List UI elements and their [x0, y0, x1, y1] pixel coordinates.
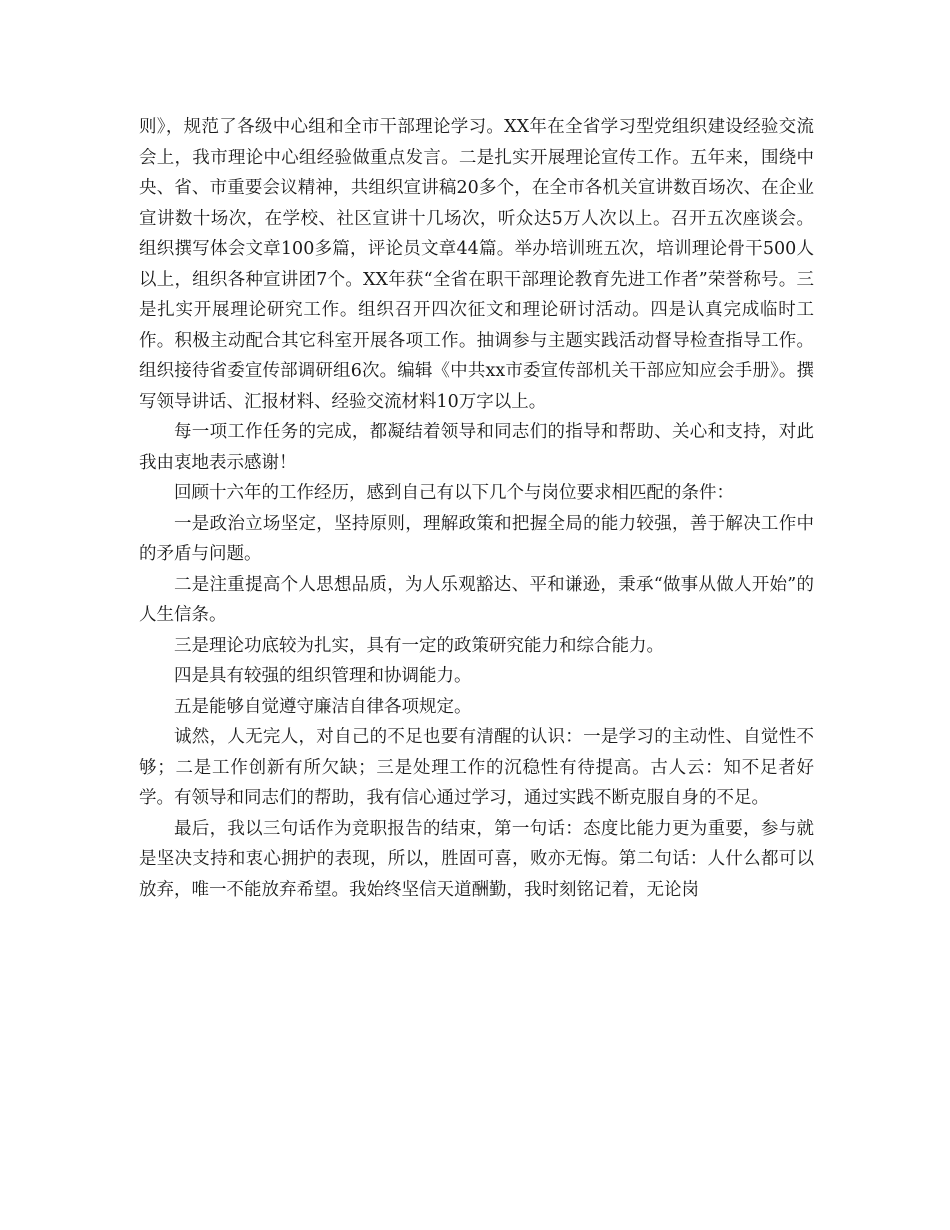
paragraph-qualification-5: 五是能够自觉遵守廉洁自律各项规定。 — [174, 696, 472, 717]
paragraph-conclusion: 最后，我以三句话作为竞职报告的结束，第一句话：态度比能力更为重要，参与就是坚决支持和衷心拥护的表现，所以，胜固可喜，败亦无悔。第二句话：人什么都可以放弃，唯一不能放弃希望。我始终坚信天道酬勤，我时刻铭记着，无论岗 — [139, 818, 814, 900]
paragraph-thanks: 每一项工作任务的完成，都凝结着领导和同志们的指导和帮助、关心和支持，对此我由衷地表示感谢！ — [139, 422, 814, 473]
paragraph-continued-work-summary: 则》，规范了各级中心组和全市干部理论学习。XX年在全省学习型党组织建设经验交流会上，我市理论中心组经验做重点发言。二是扎实开展理论宣传工作。五年来，围绕中央、省、市重要会议精神，共组织宣讲稿20多个，在全市各机关宣讲数百场次、在企业宣讲数十场次，在学校、社区宣讲十几场次，听众达5万人次以上。召开五次座谈会。组织撰写体会文章100多篇，评论员文章44篇。举办培训班五次，培训理论骨干500人以上，组织各种宣讲团7个。XX年获“全省在职干部理论教育先进工作者”荣誉称号。三是扎实开展理论研究工作。组织召开四次征文和理论研讨活动。四是认真完成临时工作。积极主动配合其它科室开展各项工作。抽调参与主题实践活动督导检查指导工作。组织接待省委宣传部调研组6次。编辑《中共xx市委宣传部机关干部应知应会手册》。撰写领导讲话、汇报材料、经验交流材料10万字以上。 — [139, 117, 814, 412]
paragraph-qualification-2: 二是注重提高个人思想品质，为人乐观豁达、平和谦逊，秉承“做事从做人开始”的人生信条。 — [139, 574, 814, 625]
paragraph-qualification-1: 一是政治立场坚定，坚持原则，理解政策和把握全局的能力较强，善于解决工作中的矛盾与问题。 — [139, 513, 814, 564]
paragraph-qualification-3: 三是理论功底较为扎实，具有一定的政策研究能力和综合能力。 — [174, 635, 664, 656]
paragraph-qualifications-intro: 回顾十六年的工作经历，感到自己有以下几个与岗位要求相匹配的条件： — [174, 483, 734, 503]
paragraph-shortcomings: 诚然，人无完人，对自己的不足也要有清醒的认识：一是学习的主动性、自觉性不够；二是工作创新有所欠缺；三是处理工作的沉稳性有待提高。古人云：知不足者好学。有领导和同志们的帮助，我有信心通过学习，通过实践不断克服自身的不足。 — [139, 727, 814, 808]
paragraph-qualification-4: 四是具有较强的组织管理和协调能力。 — [174, 666, 472, 686]
document-body — [139, 112, 814, 905]
